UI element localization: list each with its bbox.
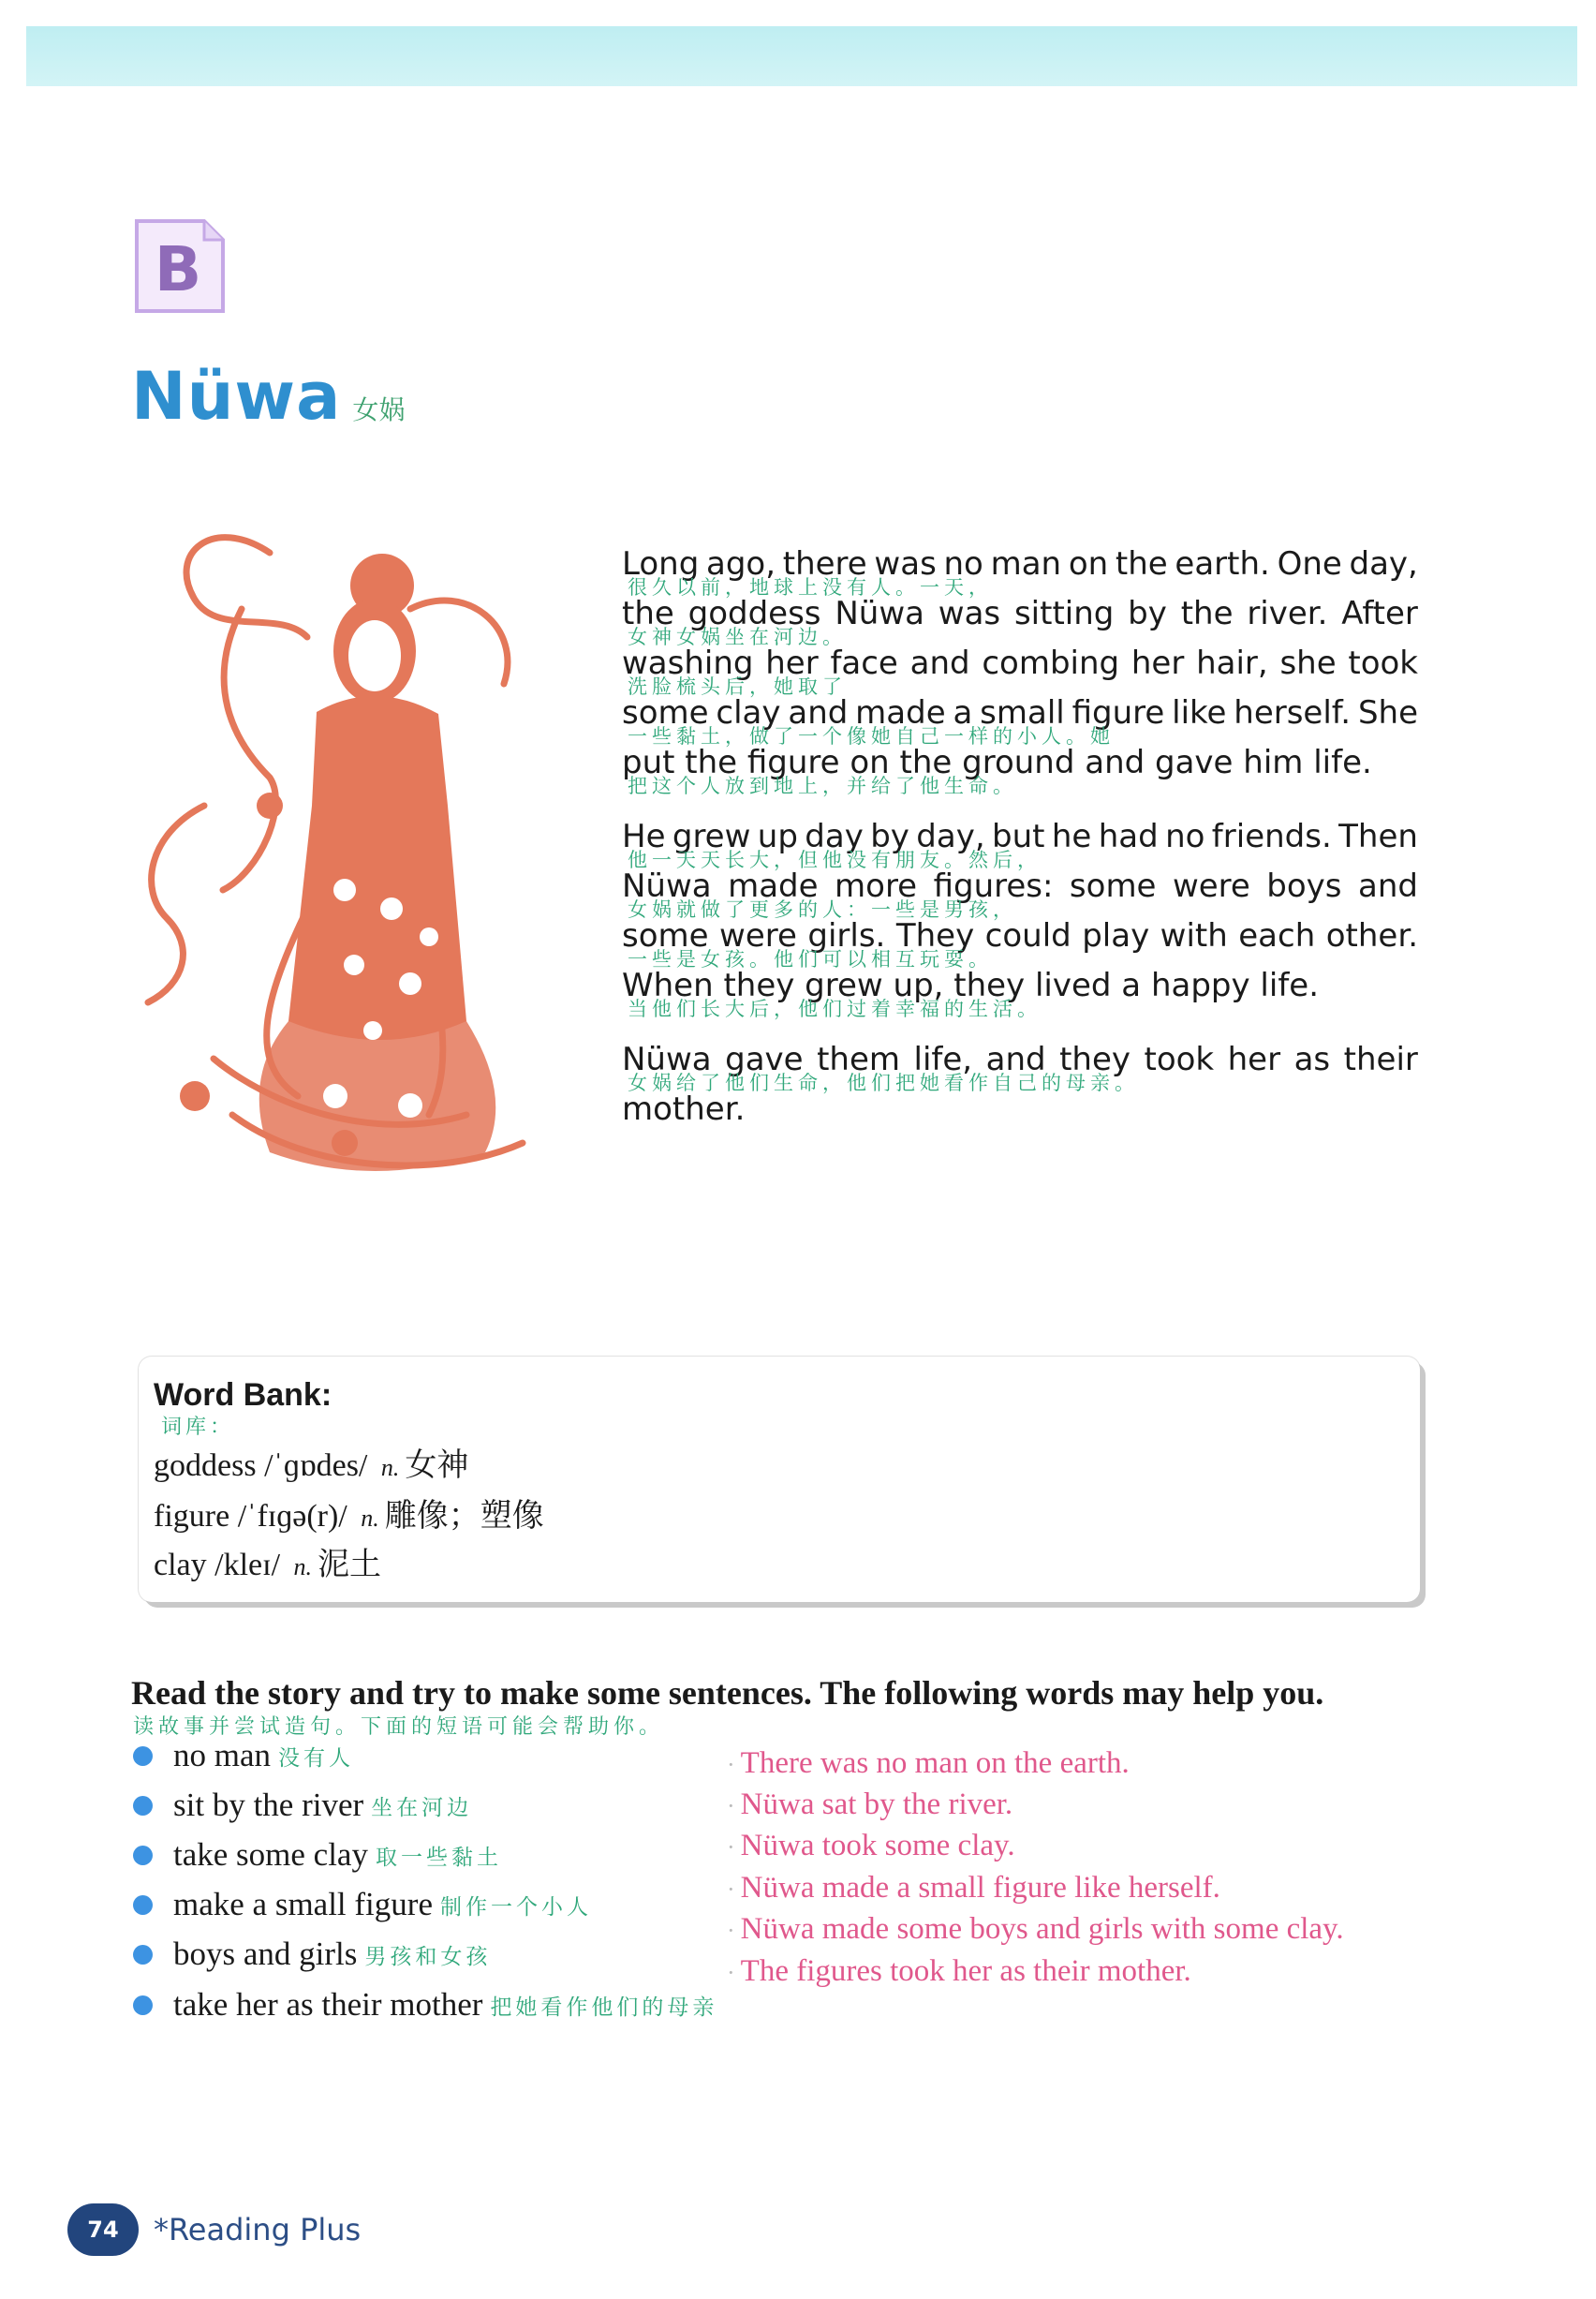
title-chinese: 女娲 (352, 394, 406, 425)
phrase-item (133, 1787, 472, 1824)
bullet-icon (133, 1945, 153, 1965)
example-text: There was no man on the earth. (740, 1746, 1130, 1780)
example-text: Nüwa sat by the river. (740, 1787, 1013, 1821)
line-english: Long ago, there was no man on the earth. One day, (622, 545, 1418, 583)
bullet-icon (133, 1746, 153, 1766)
phrase-english: make a small figure (173, 1886, 433, 1922)
line-chinese: 洗脸梳头后，她取了 (628, 675, 847, 698)
line-english: the goddess Nüwa was sitting by the river. After (622, 595, 1418, 632)
entry-meaning: 女神 (405, 1448, 469, 1483)
word-bank-box (139, 1357, 1420, 1602)
page-number: 74 (67, 2203, 139, 2256)
bullet-icon (133, 1846, 153, 1865)
example-sentence: · Nüwa made some boys and girls with some clay. (727, 1912, 1344, 1946)
phrase-chinese: 男孩和女孩 (364, 1944, 492, 1969)
top-banner (26, 26, 1577, 86)
phrase-item (133, 1986, 717, 2024)
bullet-icon (133, 1895, 153, 1915)
line-english: When they grew up, they lived a happy life. (622, 967, 1320, 1004)
example-sentence: · Nüwa made a small figure like herself. (727, 1871, 1220, 1905)
story-line (622, 694, 1418, 748)
entry-word: figure (154, 1499, 230, 1534)
line-english: put the figure on the ground and gave him life. (622, 744, 1372, 781)
line-chinese: 他一天天长大，但他没有朋友。然后， (628, 849, 1042, 871)
phrase-chinese: 没有人 (278, 1745, 355, 1771)
story-line (622, 595, 1418, 648)
line-chinese: 当他们长大后，他们过着幸福的生活。 (628, 998, 1042, 1020)
entry-phonetic: /ˈɡɒdes/ (264, 1448, 368, 1483)
line-chinese: 一些是女孩。他们可以相互玩耍。 (628, 948, 993, 971)
section-letter: B (154, 233, 202, 305)
line-english: He grew up day by day, but he had no friends. Then (622, 818, 1418, 855)
phrase-item (133, 1737, 354, 1774)
line-english: Nüwa gave them life, and they took her as their (622, 1041, 1418, 1078)
word-bank-entry (154, 1439, 468, 1485)
story-line (622, 1041, 1418, 1094)
story-line (622, 967, 1418, 1020)
phrase-chinese: 制作一个小人 (439, 1894, 592, 1920)
line-chinese: 一些黏土，做了一个像她自己一样的小人。她 (628, 725, 1115, 748)
story-line (622, 545, 1418, 599)
phrase-chinese: 取一些黏土 (375, 1845, 502, 1870)
story-paragraph (622, 545, 1418, 797)
phrase-english: no man (173, 1737, 272, 1773)
word-bank-title: Word Bank: (154, 1377, 332, 1413)
line-english: washing her face and combing her hair, she took (622, 645, 1418, 682)
phrase-english: sit by the river (173, 1787, 364, 1823)
footer-section-label: *Reading Plus (154, 2212, 362, 2247)
phrase-english: take her as their mother (173, 1986, 483, 2023)
story-line (622, 868, 1418, 921)
nuwa-papercut-illustration (129, 497, 579, 1199)
line-chinese: 把这个人放到地上，并给了他生命。 (628, 775, 1017, 797)
task-instruction: Read the story and try to make some sentences. The following words may help you. (131, 1674, 1324, 1712)
example-text: Nüwa took some clay. (740, 1829, 1015, 1862)
entry-phonetic: /ˈfɪɡə(r)/ (237, 1499, 347, 1534)
bullet-icon (133, 1995, 153, 2015)
story-line (622, 1090, 1418, 1140)
example-text: The figures took her as their mother. (740, 1954, 1191, 1988)
line-english: some were girls. They could play with each other. (622, 917, 1418, 955)
entry-phonetic: /kleɪ/ (214, 1548, 281, 1582)
entry-meaning: 雕像；塑像 (384, 1499, 544, 1534)
story-line (622, 744, 1418, 797)
story-paragraph (622, 1041, 1418, 1140)
story-line (622, 917, 1418, 971)
word-bank-entry (154, 1538, 381, 1584)
phrase-english: boys and girls (173, 1936, 358, 1972)
entry-pos: n. (293, 1553, 313, 1580)
phrase-item (133, 1886, 592, 1923)
line-chinese: 女娲给了他们生命，他们把她看作自己的母亲。 (628, 1072, 1139, 1094)
story-title (131, 358, 405, 435)
title-english: Nüwa (131, 358, 342, 435)
line-chinese: 女娲就做了更多的人：一些是男孩， (628, 898, 1017, 921)
story-line (622, 818, 1418, 871)
line-english: some clay and made a small figure like herself. She (622, 694, 1418, 732)
word-bank-entry (154, 1490, 544, 1535)
task-instruction-chinese: 读故事并尝试造句。下面的短语可能会帮助你。 (133, 1715, 665, 1739)
bullet-icon (133, 1796, 153, 1816)
example-sentence: · Nüwa sat by the river. (727, 1787, 1013, 1821)
phrase-chinese: 把她看作他们的母亲 (490, 1995, 718, 2020)
entry-word: clay (154, 1548, 207, 1582)
line-english: mother. (622, 1090, 746, 1128)
phrase-item (133, 1836, 502, 1874)
word-bank-title-chinese: 词库： (161, 1416, 235, 1439)
story-paragraph (622, 818, 1418, 1020)
example-sentence: · Nüwa took some clay. (727, 1829, 1015, 1862)
story-text (622, 545, 1418, 1164)
entry-pos: n. (380, 1454, 400, 1481)
entry-word: goddess (154, 1448, 257, 1483)
example-text: Nüwa made a small figure like herself. (740, 1871, 1220, 1905)
example-sentence: · The figures took her as their mother. (727, 1954, 1191, 1988)
phrase-chinese: 坐在河边 (371, 1795, 473, 1820)
story-line (622, 645, 1418, 698)
phrase-item (133, 1936, 491, 1973)
phrase-english: take some clay (173, 1836, 368, 1873)
example-text: Nüwa made some boys and girls with some clay. (740, 1912, 1344, 1946)
example-sentence: · There was no man on the earth. (727, 1746, 1130, 1780)
line-english: Nüwa made more figures: some were boys and (622, 868, 1418, 905)
line-chinese: 女神女娲坐在河边。 (628, 626, 847, 648)
line-chinese: 很久以前，地球上没有人。一天， (628, 576, 993, 599)
entry-meaning: 泥土 (318, 1548, 382, 1582)
entry-pos: n. (361, 1505, 379, 1532)
section-badge (133, 217, 227, 315)
